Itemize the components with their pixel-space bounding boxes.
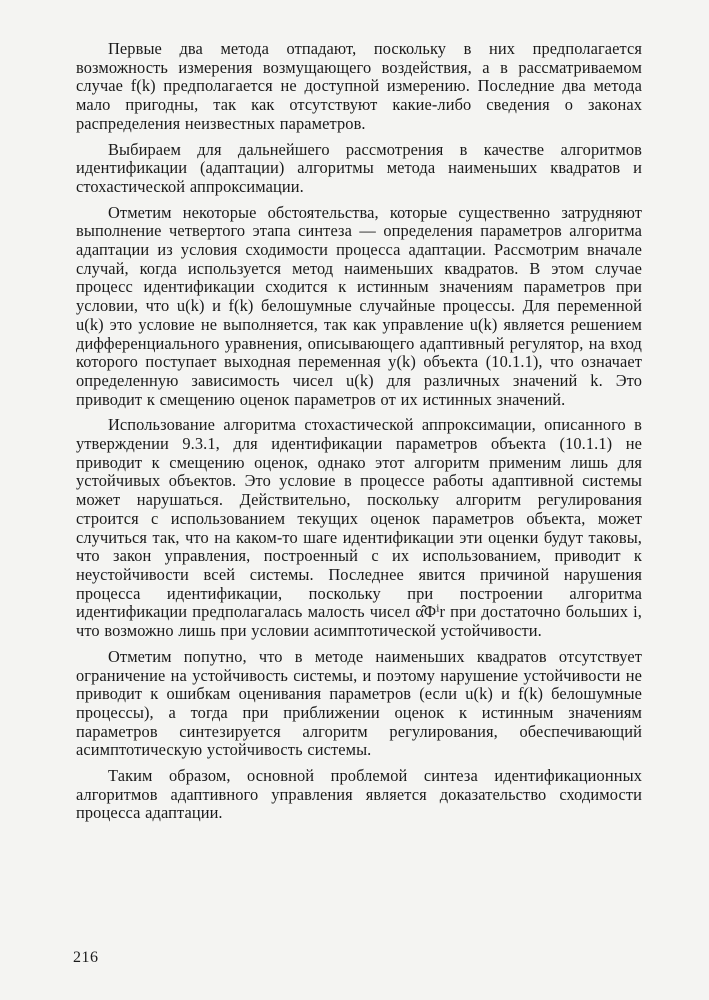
page-number: 216 xyxy=(73,949,99,966)
page-text xyxy=(76,40,642,823)
paragraph-1: Первые два метода отпадают, поскольку в них предполагается возможность измерения возмущающего воздействия, а в рассматриваемом случае f(k) предполагается не доступной измерению. Последние два метода мало пригодны, так как отсутствуют какие-либо сведения о законах распределения неизвестных параметров. xyxy=(76,39,642,133)
paragraph-5: Отметим попутно, что в методе наименьших квадратов отсутствует ограничение на устойчивость системы, и поэтому нарушение устойчивости не приводит к ошибкам оценивания параметров (если u(k) и f(k) белошумные процессы), а тогда при приближении оценок к истинным значениям параметров синтезируется алгоритм регулирования, обеспечивающий асимптотическую устойчивость системы. xyxy=(76,646,642,760)
paragraph-4: Использование алгоритма стохастической аппроксимации, описанного в утверждении 9.3.1, для идентификации параметров объекта (10.1.1) не приводит к смещению оценок, однако этот алгоритм применим лишь для устойчивых объектов. Это условие в процессе работы адаптивной системы может нарушаться. Действительно, поскольку алгоритм регулирования строится с использованием текущих оценок параметров объекта, может случиться так, что на каком-то шаге идентификации эти оценки будут таковы, что закон управления, построенный с их использованием, приводит к неустойчивости всей системы. Последнее явится причиной нарушения процесса идентификации, поскольку при построении алгоритма идентификации предполагалась малость чисел α̂Φⁱr при достаточно больших i, что возможно лишь при условии асимптотической устойчивости. xyxy=(76,415,642,641)
paragraph-3: Отметим некоторые обстоятельства, которые существенно затрудняют выполнение четвертого этапа синтеза — определения параметров алгоритма адаптации из условия сходимости процесса адаптации. Рассмотрим вначале случай, когда используется метод наименьших квадратов. В этом случае процесс идентификации сходится к истинным значениям параметров при условии, что u(k) и f(k) белошумные случайные процессы. Для переменной u(k) это условие не выполняется, так как управление u(k) является решением дифференциального уравнения, описывающего адаптивный регулятор, на вход которого поступает выходная переменная y(k) объекта (10.1.1), что означает определенную зависимость чисел u(k) для различных значений k. Это приводит к смещению оценок параметров от их истинных значений. xyxy=(76,202,642,409)
paragraph-6: Таким образом, основной проблемой синтеза идентификационных алгоритмов адаптивного управления является доказательство сходимости процесса адаптации. xyxy=(76,766,642,823)
paragraph-2: Выбираем для дальнейшего рассмотрения в качестве алгоритмов идентификации (адаптации) алгоритмы метода наименьших квадратов и стохастической аппроксимации. xyxy=(76,139,642,196)
